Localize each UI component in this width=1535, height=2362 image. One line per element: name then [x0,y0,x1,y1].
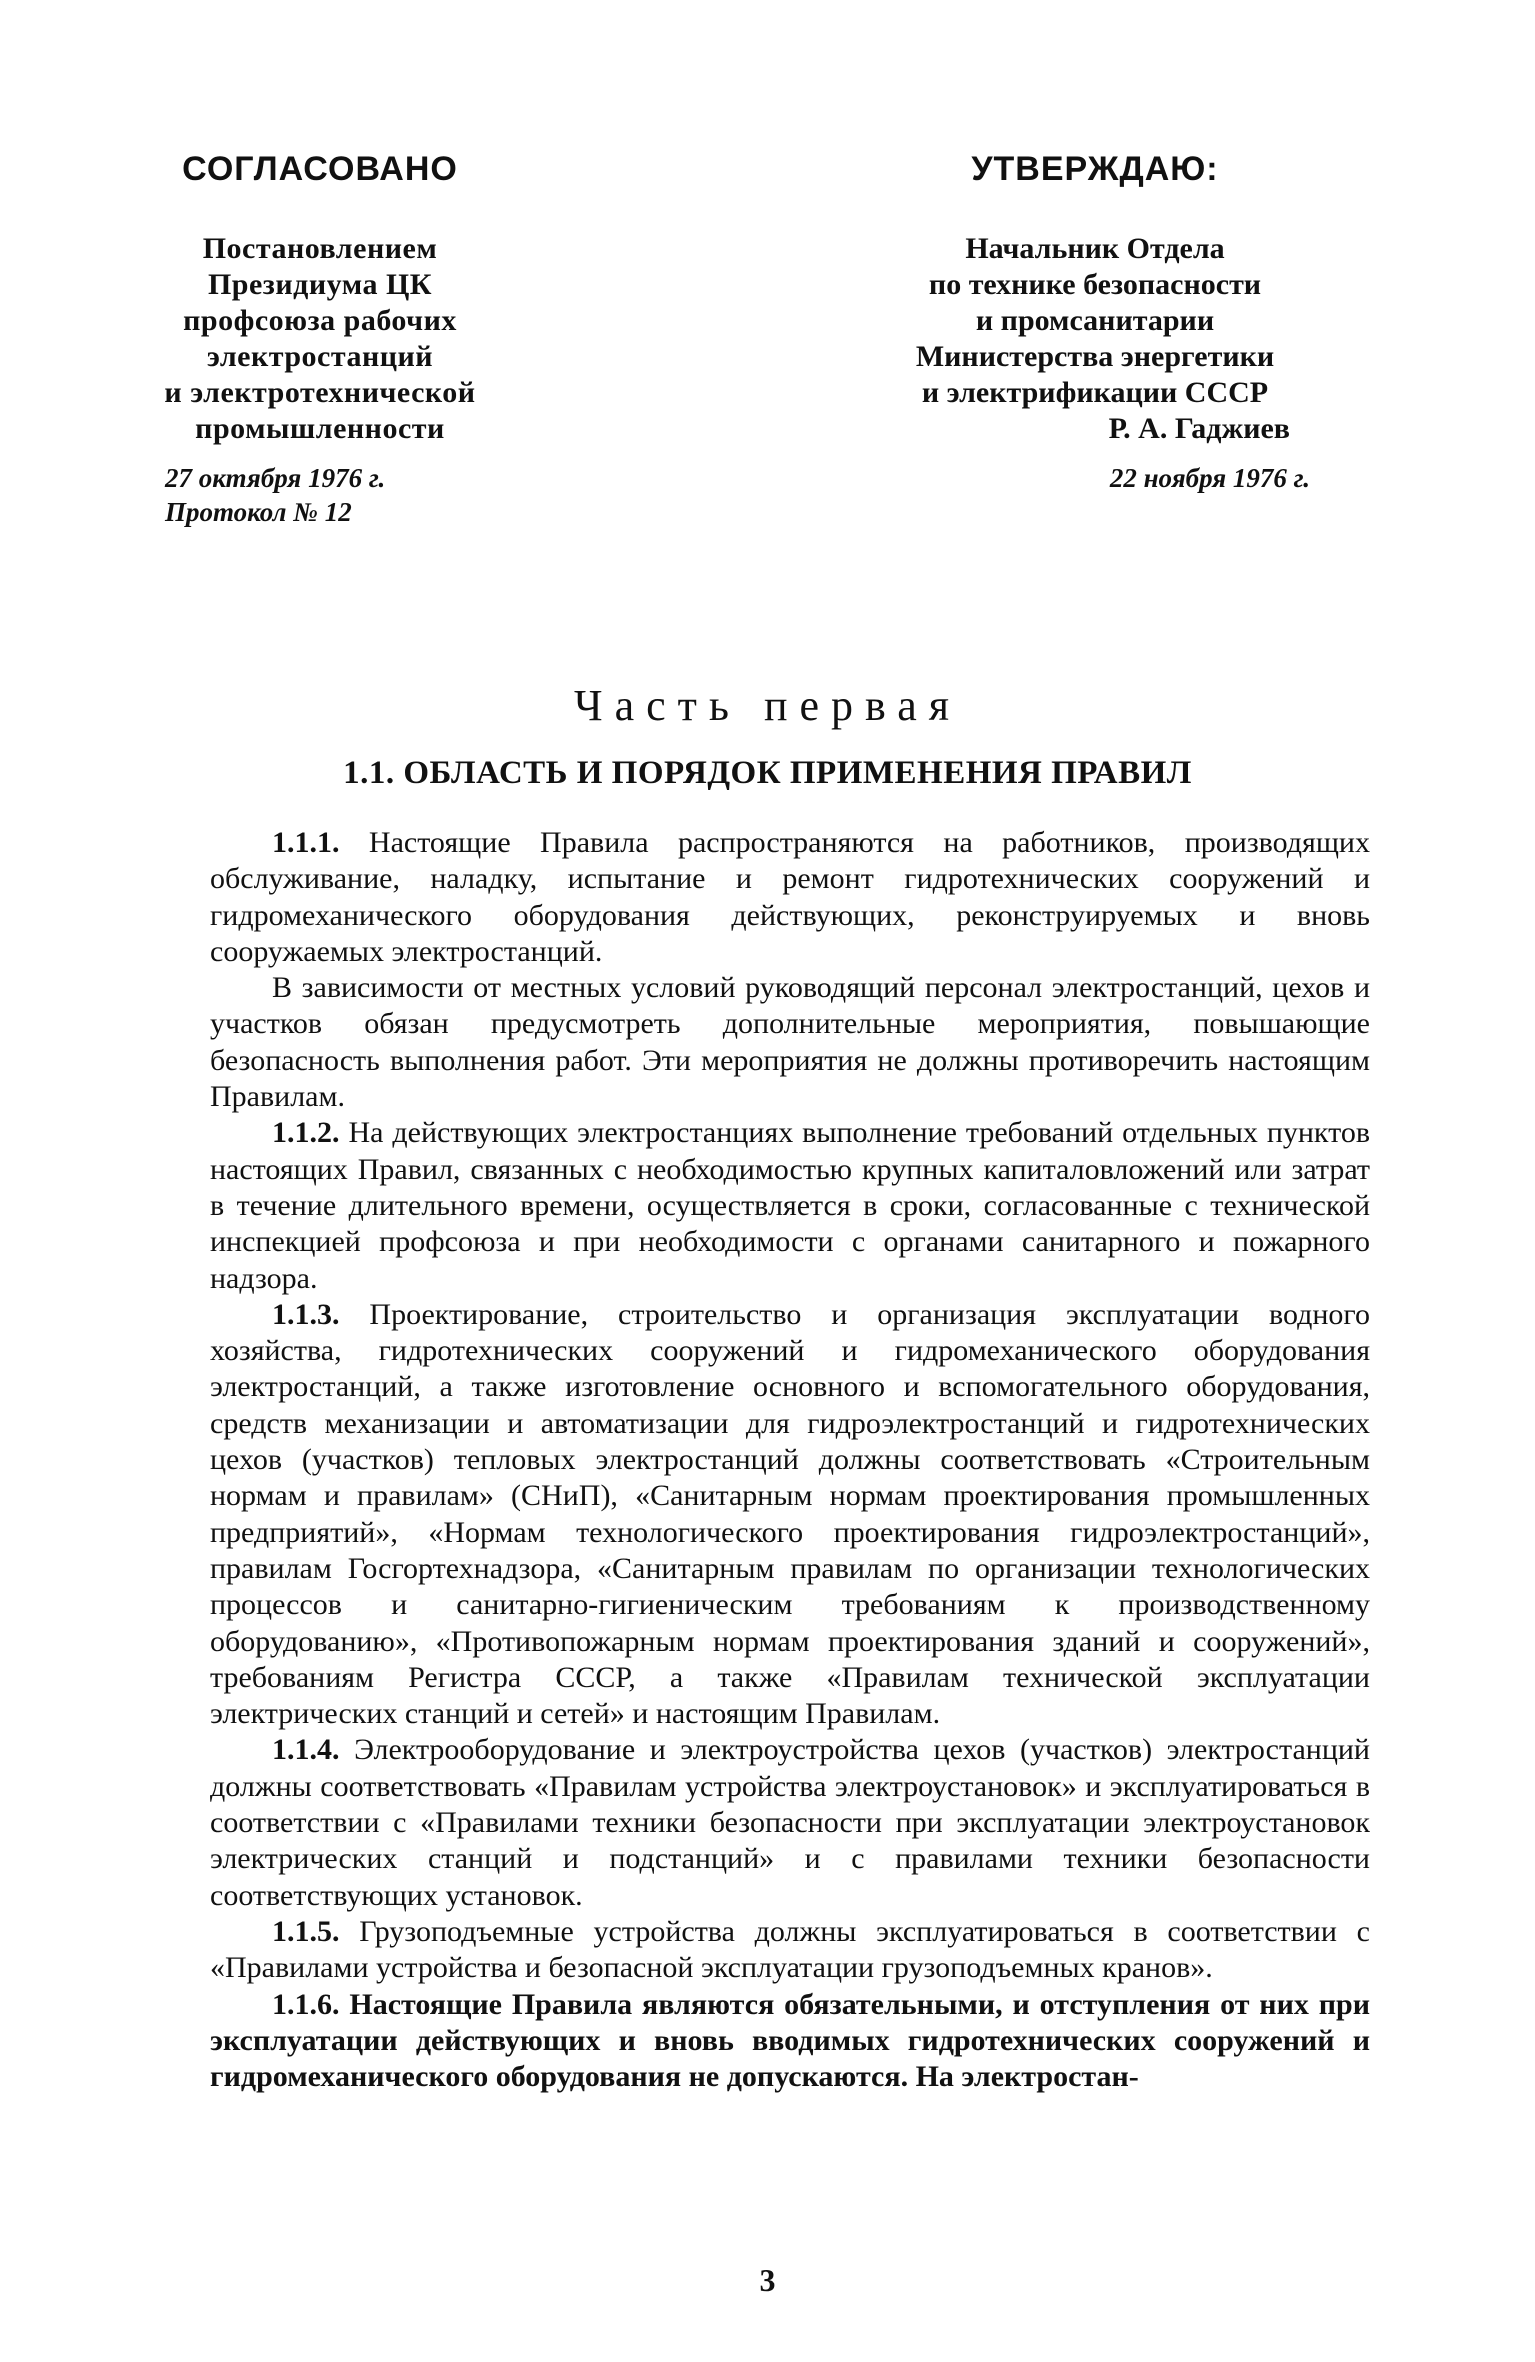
paragraph-text: Электрооборудование и электроустройства цехов (участков) электростанций должны соответствовать «Правилам устройства электроустановок» и эксплуатироваться в соответствии с «Правилами техники безопасности при эксплуатации электроустановок электрических станций и подстанций» и с правилами техники безопасности соответствующих установок. [210,1733,1370,1912]
paragraph-number: 1.1.4. [272,1733,340,1767]
right-header-title: УТВЕРЖДАЮ: [971,150,1219,188]
right-header-date: 22 ноября 1976 г. [1109,463,1310,493]
paragraph [210,825,1370,970]
page-number: 3 [759,2262,776,2298]
approval-right-block [860,150,1330,495]
paragraph-text: На действующих электростанциях выполнение требований отдельных пунктов настоящих Правил, связанных с необходимостью крупных капиталовложений или затрат в течение длительного времени, осуществляется в сроки, согласованные с технической инспекцией профсоюза и при необходимости с органами санитарного и пожарного надзора. [210,1116,1370,1295]
paragraph-number: 1.1.1. [272,826,340,859]
paragraph [210,970,1370,1115]
right-header-line: и промсанитарии [975,304,1215,337]
paragraph-text: Настоящие Правила распространяются на работников, производящих обслуживание, наладку, испытание и ремонт гидротехнических сооружений и гидромеханического оборудования действующих, реконструируемых и вновь сооружаемых электростанций. [210,826,1370,968]
left-header-title: СОГЛАСОВАНО [182,150,458,188]
paragraph-number: 1.1.2. [272,1116,340,1150]
right-header-signatory: Р. А. Гаджиев [1108,412,1290,445]
paragraph [210,1297,1370,1733]
paragraph [210,1914,1370,1987]
paragraph-number: 1.1.6. [272,1987,340,2021]
paragraph [210,1115,1370,1296]
right-header-line: Начальник Отдела [965,232,1225,265]
paragraph-text: Грузоподъемные устройства должны эксплуатироваться в соответствии с «Правилами устройства и безопасной эксплуатации грузоподъемных кранов». [210,1914,1370,1985]
paragraph-text: Проектирование, строительство и организация эксплуатации водного хозяйства, гидротехнических сооружений и гидромеханического оборудования электростанций, а также изготовление основного и вспомогательного оборудования, средств механизации и автоматизации для гидроэлектростанций и гидротехнических цехов (участков) тепловых электростанций должны соответствовать «Строительным нормам и правилам» (СНиП), «Санитарным нормам проектирования промышленных предприятий», «Нормам технологического проектирования гидроэлектростанций», правилам Госгортехнадзора, «Санитарным правилам по организации технологических процессов и санитарно-гигиеническим требованиям к производственному оборудованию», «Противопожарным нормам проектирования зданий и сооружений», требованиям Регистра СССР, а также «Правилам технической эксплуатации электрических станций и сетей» и настоящим Правилам. [210,1297,1370,1731]
paragraph-number: 1.1.5. [272,1914,340,1948]
body-text [210,825,1370,2095]
paragraph [210,1732,1370,1913]
approval-left-block [130,150,510,529]
left-header-line: электростанций [206,340,434,373]
part-title: Часть первая [574,681,961,730]
left-header-line: и электротехнической [164,376,476,409]
left-header-line: профсоюза рабочих [183,304,457,337]
left-header-date: 27 октября 1976 г. [165,463,386,493]
paragraph-number: 1.1.3. [272,1297,340,1331]
section-title: 1.1. ОБЛАСТЬ И ПОРЯДОК ПРИМЕНЕНИЯ ПРАВИЛ [343,755,1192,791]
paragraph-text: В зависимости от местных условий руководящий персонал электростанций, цехов и участков обязан предусмотреть дополнительные мероприятия, повышающие безопасность выполнения работ. Эти мероприятия не должны противоречить настоящим Правилам. [210,971,1370,1114]
paragraph [210,1987,1370,2096]
paragraph-text: Настоящие Правила являются обязательными, и отступления от них при эксплуатации действующих и вновь вводимых гидротехнических сооружений и гидромеханического оборудования не допускаются. На электростан- [210,1987,1370,2094]
right-header-line: Министерства энергетики [915,340,1275,373]
left-header-protocol: Протокол № 12 [165,497,352,527]
right-header-line: по технике безопасности [928,268,1262,301]
left-header-line: промышленности [195,412,445,445]
left-header-line: Президиума ЦК [207,268,433,301]
left-header-line: Постановлением [202,232,438,265]
right-header-line: и электрификации СССР [921,376,1269,409]
